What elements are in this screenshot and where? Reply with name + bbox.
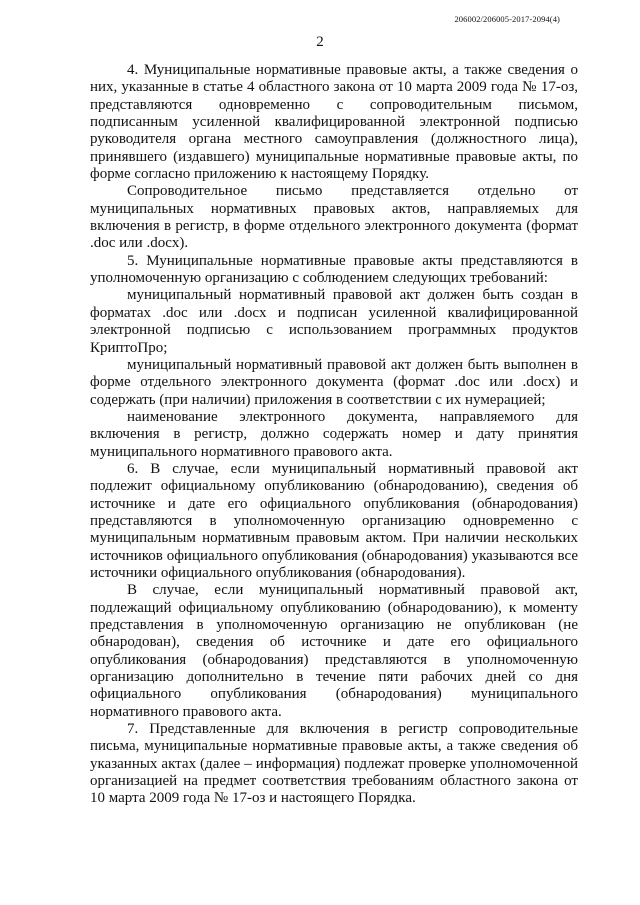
paragraph-requirement-name: наименование электронного документа, направляемого для включения в регистр, должно содержать номер и дату принятия муниципального нормативного правового акта. bbox=[90, 408, 578, 460]
paragraph-item-6: 6. В случае, если муниципальный нормативный правовой акт подлежит официальному опубликованию (обнародованию), сведения об источнике и дате его официального опубликования (обнародования) представляются в уполномоченную организацию одновременно с муниципальным нормативным правовым актом. При наличии нескольких источников официального опубликования (обнародования) указываются все источники официального опубликования (обнародования). bbox=[90, 460, 578, 581]
paragraph-requirement-document: муниципальный нормативный правовой акт должен быть выполнен в форме отдельного электронного документа (формат .doc или .docx) и содержать (при наличии) приложения в соответствии с их нумерацией; bbox=[90, 356, 578, 408]
paragraph-not-published: В случае, если муниципальный нормативный правовой акт, подлежащий официальному опубликованию (обнародованию), к моменту представления в уполномоченную организацию не опубликован (не обнародован), сведения об источнике и дате его официального опубликования (обнародования) представляются в уполномоченную организацию дополнительно в течение пяти рабочих дней со дня официального опубликования (обнародования) муниципального нормативного правового акта. bbox=[90, 582, 578, 720]
paragraph-item-7: 7. Представленные для включения в регистр сопроводительные письма, муниципальные нормативные правовые акты, а также сведения об указанных актах (далее – информация) подлежат проверке уполномоченной организацией на предмет соответствия требованиям областного закона от 10 марта 2009 года № 17-оз и настоящего Порядка. bbox=[90, 721, 578, 807]
paragraph-cover-letter: Сопроводительное письмо представляется отдельно от муниципальных нормативных правовых актов, направляемых для включения в регистр, в форме отдельного электронного документа (формат .doc или .docx). bbox=[90, 183, 578, 252]
paragraph-item-4: 4. Муниципальные нормативные правовые акты, а также сведения о них, указанные в статье 4 областного закона от 10 марта 2009 года № 17-оз, представляются одновременно с сопроводительным письмом, подписанным усиленной квалифицированной электронной подписью руководителя органа местного самоуправления (должностного лица), принявшего (издавшего) муниципальные нормативные правовые акты, по форме согласно приложению к настоящему Порядку. bbox=[90, 62, 578, 183]
document-body bbox=[90, 62, 578, 808]
paragraph-item-5: 5. Муниципальные нормативные правовые акты представляются в уполномоченную организацию с соблюдением следующих требований: bbox=[90, 252, 578, 287]
paragraph-requirement-format: муниципальный нормативный правовой акт должен быть создан в форматах .doc или .docx и подписан усиленной квалифицированной электронной подписью с использованием программных продуктов КриптоПро; bbox=[90, 287, 578, 356]
document-registration-number: 206002/206005-2017-2094(4) bbox=[454, 14, 560, 24]
page-number: 2 bbox=[316, 34, 324, 50]
